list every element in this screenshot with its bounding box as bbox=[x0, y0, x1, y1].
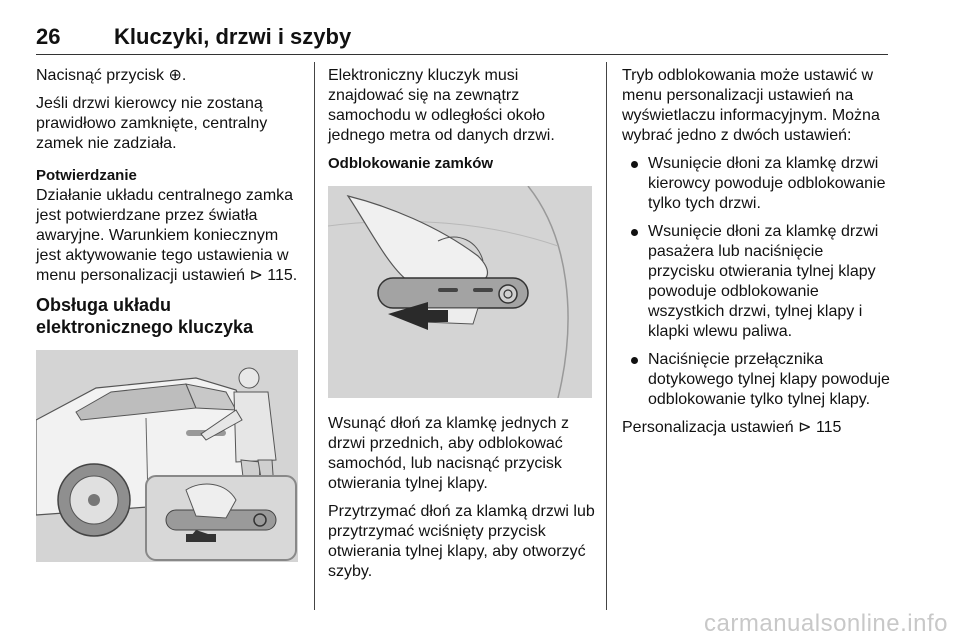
paragraph: Działanie układu centralnego zamka jest potwierdzane przez światła awaryjne. Warunkiem koniecznym jest aktywowanie tego ustawienia w menu personalizacji ustawień ⊳ 115. bbox=[36, 187, 298, 284]
chapter-title: Kluczyki, drzwi i szyby bbox=[114, 24, 352, 49]
settings-list bbox=[622, 154, 890, 410]
paragraph: Elektroniczny kluczyk musi znajdować się na zewnątrz samochodu w odległości około jednego metra od danych drzwi. bbox=[328, 67, 555, 144]
paragraph: Tryb odblokowania może ustawić w menu personalizacji ustawień na wyświetlaczu informacyjnym. Można wybrać jedno z dwóch ustawień: bbox=[622, 67, 880, 144]
bullet-icon bbox=[631, 161, 638, 168]
paragraph: Jeśli drzwi kierowcy nie zostaną prawidłowo zamknięte, centralny zamek nie zadziała. bbox=[36, 95, 268, 152]
paragraph: Nacisnąć przycisk ⊕. bbox=[36, 67, 187, 84]
paragraph: Wsunąć dłoń za klamkę jednych z drzwi przednich, aby odblokować samochód, lub nacisnąć przycisk otwierania tylnej klapy. bbox=[328, 415, 569, 492]
list-item: Wsunięcie dłoni za klamkę drzwi kierowcy powoduje odblokowanie tylko tych drzwi. bbox=[622, 154, 890, 214]
car-door-illustration bbox=[36, 350, 298, 562]
header-divider bbox=[36, 54, 888, 55]
column-left bbox=[36, 66, 298, 562]
column-divider bbox=[314, 62, 315, 610]
list-item: Naciśnięcie przełącznika dotykowego tylnej klapy powoduje odblokowanie tylko tylnej klapy. bbox=[622, 350, 890, 410]
door-handle-illustration bbox=[328, 186, 592, 398]
page-number: 26 bbox=[36, 24, 61, 49]
section-heading: Obsługa układu elektronicznego kluczyka bbox=[36, 295, 254, 337]
column-right bbox=[622, 66, 890, 446]
watermark: carmanualsonline.info bbox=[704, 610, 948, 637]
column-divider bbox=[606, 62, 607, 610]
column-middle bbox=[328, 66, 596, 590]
subheading-unlock: Odblokowanie zamków bbox=[328, 155, 494, 172]
list-item: Wsunięcie dłoni za klamkę drzwi pasażera lub naciśnięcie przycisku otwierania tylnej klapy powoduje odblokowanie wszystkich drzwi, tylnej klapy i klapki wlewu paliwa. bbox=[622, 222, 890, 342]
paragraph: Przytrzymać dłoń za klamką drzwi lub przytrzymać wciśnięty przycisk otwierania tylnej klapy, aby otworzyć szyby. bbox=[328, 503, 595, 580]
cross-reference: Personalizacja ustawień ⊳ 115 bbox=[622, 419, 842, 436]
bullet-icon bbox=[631, 229, 638, 236]
bullet-icon bbox=[631, 357, 638, 364]
subheading-confirmation: Potwierdzanie bbox=[36, 167, 137, 184]
page-header bbox=[36, 24, 888, 54]
